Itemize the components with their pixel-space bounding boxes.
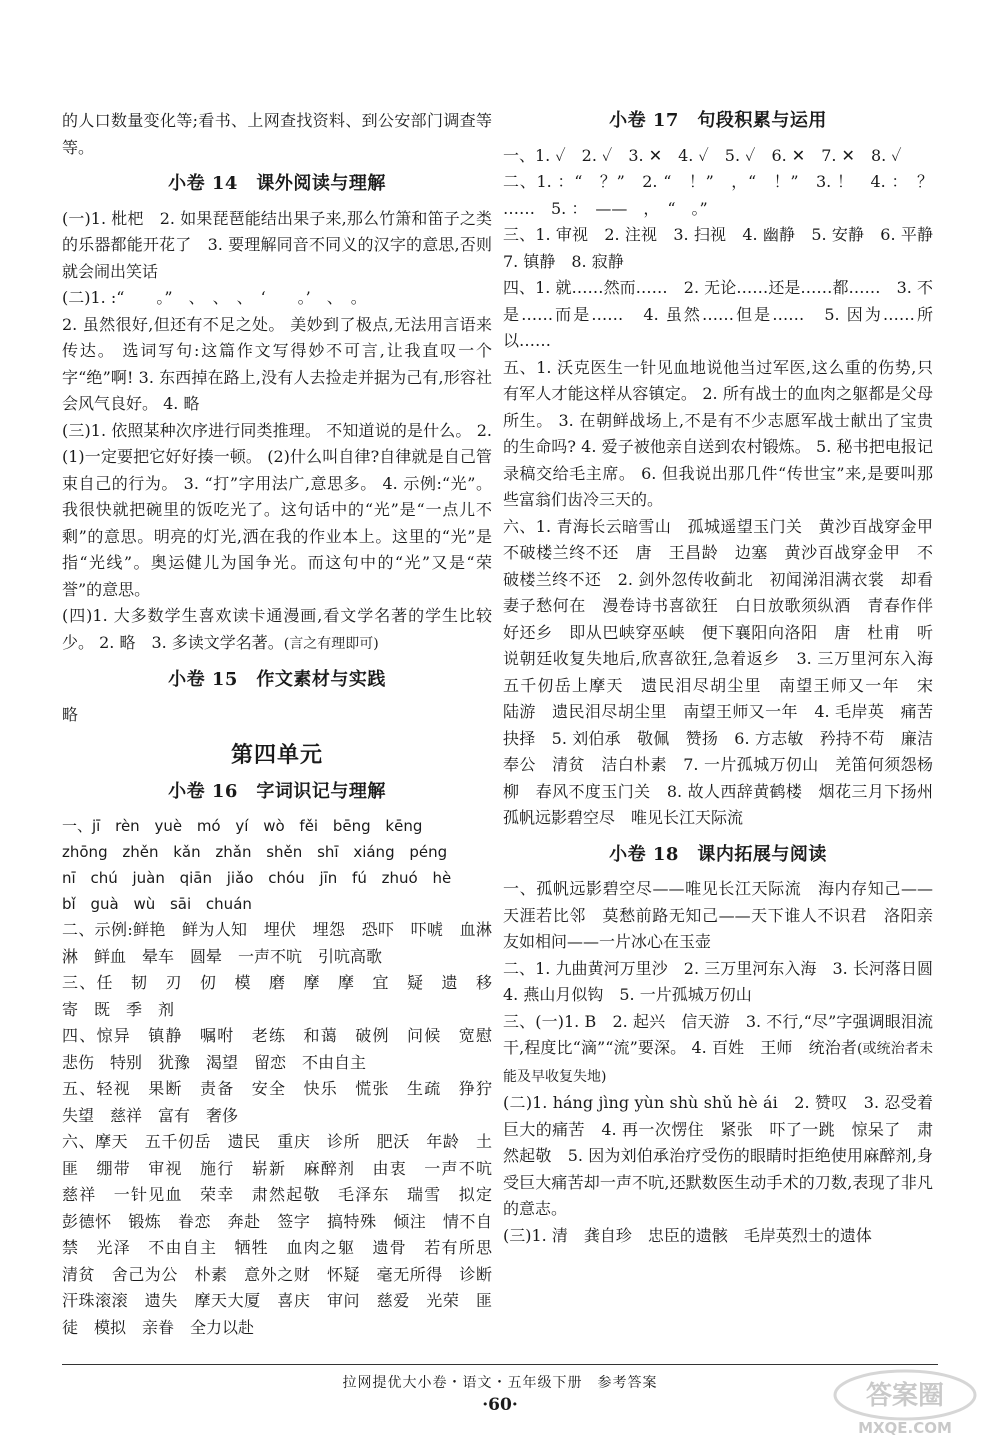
q16-part6: 六、摩天 五千仞岳 遗民 重庆 诊所 肥沃 年龄 土匪 绷带 审视 施行 崭新 麻醉剂 由衷 一声不吭 慈祥 一针见血 荣幸 肃然起敬 毛泽东 瑞雪 拟定 彭德怀 锻炼 眷恋 奔赴 签字 搞特殊 倾注 情不自禁 光泽 不由自主 牺牲 血肉之躯 遗骨 若有所思 清贫 舍己为公 朴素 意外之财 怀疑 毫无所得 诊断 汗珠滚滚 遗失 摩天大厦 喜庆 审问 慈爱 光荣 匪徒 模拟 亲眷 全力以赴	[62, 1132, 509, 1337]
watermark-text: 答案圈	[865, 1381, 945, 1411]
q14-part2b: 2. 虽然很好,但还有不足之处。 美妙到了极点,无法用言语来传达。 选词写句:这篇作文写得妙不可言,让我直叹一个字“绝”啊! 3. 东西掉在路上,没有人去捡走并据为己有,形容社会风气良好。 4. 略	[62, 314, 492, 413]
right-column	[503, 108, 950, 1249]
q14-part1: (一)1. 枇杷 2. 如果琵琶能结出果子来,那么竹箫和笛子之类的乐器都能开花了 3. 要理解同音不同义的汉字的意思,否则就会闹出笑话	[62, 208, 492, 281]
q17-part1: 一、1. ✓ 2. ✓ 3. ✕ 4. ✓ 5. ✓ 6. ✕ 7. ✕ 8. ✓	[503, 145, 902, 165]
q17-part3: 三、1. 审视 2. 注视 3. 扫视 4. 幽静 5. 安静 6. 平静 7. 镇静 8. 寂静	[503, 225, 950, 271]
q18-part2: 二、1. 九曲黄河万里沙 2. 三万里河东入海 3. 长河落日圆 4. 燕山月似钩 5. 一片孤城万仞山	[503, 958, 950, 1004]
section-title-q14: 小卷 14 课外阅读与理解	[168, 173, 386, 194]
q16-part5: 五、轻视 果断 责备 安全 快乐 慌张 生疏 狰狞 失望 慈祥 富有 奢侈	[62, 1079, 509, 1125]
q14-part4-note: (言之有理即可)	[283, 635, 379, 652]
q14-part2: (二)1. :“ 。” 、 、 、 ‘ 。’ 、 。	[62, 288, 367, 307]
q18-part5: (三)1. 清 龚自珍 忠臣的遗骸 毛岸英烈士的遗体	[503, 1225, 872, 1245]
q18-part1: 一、孤帆远影碧空尽——唯见长江天际流 海内存知己——天涯若比邻 莫愁前路无知己——天下谁人不识君 洛阳亲友如相问——一片冰心在玉壶	[503, 879, 933, 951]
q14-part4-text: (四)1. 大多数学生喜欢读卡通漫画,看文学名著的学生比较少。 2. 略 3. 多读文学名著。	[62, 606, 492, 652]
watermark-url: MXQE.COM	[858, 1419, 952, 1437]
q18-part3-text: 三、(一)1. B 2. 起兴 信天游 3. 不行,“尽”字强调眼泪流干,程度比“滴”“流”要深。 4. 百姓 王师 统治者	[503, 1011, 933, 1057]
section-title-q16: 小卷 16 字词识记与理解	[168, 780, 386, 802]
watermark-logo	[830, 1367, 980, 1437]
q16-part4: 四、惊异 镇静 嘱咐 老练 和蔼 破例 问候 宽慰 悲伤 特别 犹豫 渴望 留恋 不由自主	[62, 1026, 509, 1072]
q17-part6: 六、1. 青海长云暗雪山 孤城遥望玉门关 黄沙百战穿金甲 不破楼兰终不还 唐 王昌龄 边塞 黄沙百战穿金甲 不破楼兰终不还 2. 剑外忽传收蓟北 初闻涕泪满衣裳 却看妻子愁何在 漫卷诗书喜欲狂 白日放歌须纵酒 青春作伴好还乡 即从巴峡穿巫峡 便下襄阳向洛阳 唐 杜甫 听说朝廷收复失地后,欣喜欲狂,急着返乡 3. 三万里河东入海 五千仞岳上摩天 遗民泪尽胡尘里 南望王师又一年 宋 陆游 遗民泪尽胡尘里 南望王师又一年 4. 毛岸英 痛苦 抉择 5. 刘伯承 敬佩 赞扬 6. 方志敏 矜持不苟 廉洁奉公 清贫 洁白朴素 7. 一片孤城万仞山 羌笛何须怨杨柳 春风不度玉门关 8. 故人西辞黄鹤楼 烟花三月下扬州 孤帆远影碧空尽 唯见长江天际流	[503, 516, 950, 827]
q17-part5: 五、1. 沃克医生一针见血地说他当过军医,这么重的伤势,只有军人才能这样从容镇定。 2. 所有战士的血肉之躯都是父母所生。 3. 在朝鲜战场上,不是有不少志愿军战士献出了宝贵的生命吗? 4. 爱子被他亲自送到农村锻炼。 5. 秘书把电报记录稿交给毛主席。 6. 但我说出那几件“传世宝”来,是要叫那些富翁们齿冷三天的。	[503, 357, 933, 509]
q17-part2: 二、1. ：“ ？” 2. “ ！” ，“ ！” 3. ！ 4. ： ？ …… 5. ： —— ， “ 。”	[503, 172, 950, 218]
footer-title: 拉网提优大小卷・语文・五年级下册 参考答案	[342, 1375, 658, 1391]
unit-title: 第四单元	[230, 742, 323, 768]
q16-part3: 三、任 韧 刃 仞 模 磨 摩 摩 宜 疑 遗 移 寄 既 季 剂	[62, 973, 509, 1019]
pinyin-line-1: 一、jī rèn yuè mó yí wò fěi bēng kēng	[62, 817, 423, 835]
q17-part4: 四、1. 就……然而…… 2. 无论……还是……都…… 3. 不是……而是…… 4. 虽然……但是…… 5. 因为……所以……	[503, 278, 933, 350]
footer-divider	[62, 1364, 938, 1365]
left-column	[62, 108, 509, 1341]
section-title-q18: 小卷 18 课内拓展与阅读	[609, 843, 827, 865]
q16-part2: 二、示例:鲜艳 鲜为人知 埋伏 埋怨 恐吓 吓唬 血淋淋 鲜血 晕车 圆晕 一声不吭 引吭高歌	[62, 920, 492, 966]
q14-part3: (三)1. 依照某种次序进行同类推理。 不知道说的是什么。 2. (1)一定要把它好好揍一顿。 (2)什么叫自律?自律就是自己管束自己的行为。 3. “打”字用法广,意思多。 4. 示例:“光”。我很快就把碗里的饭吃光了。这句话中的“光”是“一点儿不剩”的意思。明亮的灯光,洒在我的作业本上。这里的“光”是指“光线”。奥运健儿为国争光。而这句中的“光”又是“荣誉”的意思。	[62, 420, 492, 599]
pinyin-line-3: nī chú juàn qiān jiǎo chóu jīn fú zhuó hè	[62, 869, 452, 887]
intro-text: 的人口数量变化等;看书、上网查找资料、到公安部门调查等等。	[62, 111, 492, 157]
q14-part4	[62, 603, 492, 657]
q15-body: 略	[62, 704, 79, 724]
pinyin-line-4: bǐ guà wù sāi chuán	[62, 895, 252, 913]
q18-part3-note: (或统治者未能及早收复失地)	[503, 1041, 933, 1085]
q18-part4: (二)1. háng jìng yùn shù shǔ hè ái 2. 赞叹 3. 忍受着巨大的痛苦 4. 再一次愣住 紧张 吓了一跳 惊呆了 肃然起敬 5. 因为刘伯承治疗受伤的眼睛时拒绝使用麻醉剂,身受巨大痛苦却一声不吭,还默数医生动手术的刀数,表现了非凡的意志。	[503, 1093, 933, 1218]
section-title-q15: 小卷 15 作文素材与实践	[168, 669, 386, 690]
q18-part3	[503, 1009, 933, 1091]
section-title-q17: 小卷 17 句段积累与运用	[609, 110, 827, 131]
page-number: ·60·	[482, 1395, 518, 1415]
pinyin-line-2: zhōng zhěn kǎn zhǎn shěn shī xiáng péng	[62, 843, 448, 861]
